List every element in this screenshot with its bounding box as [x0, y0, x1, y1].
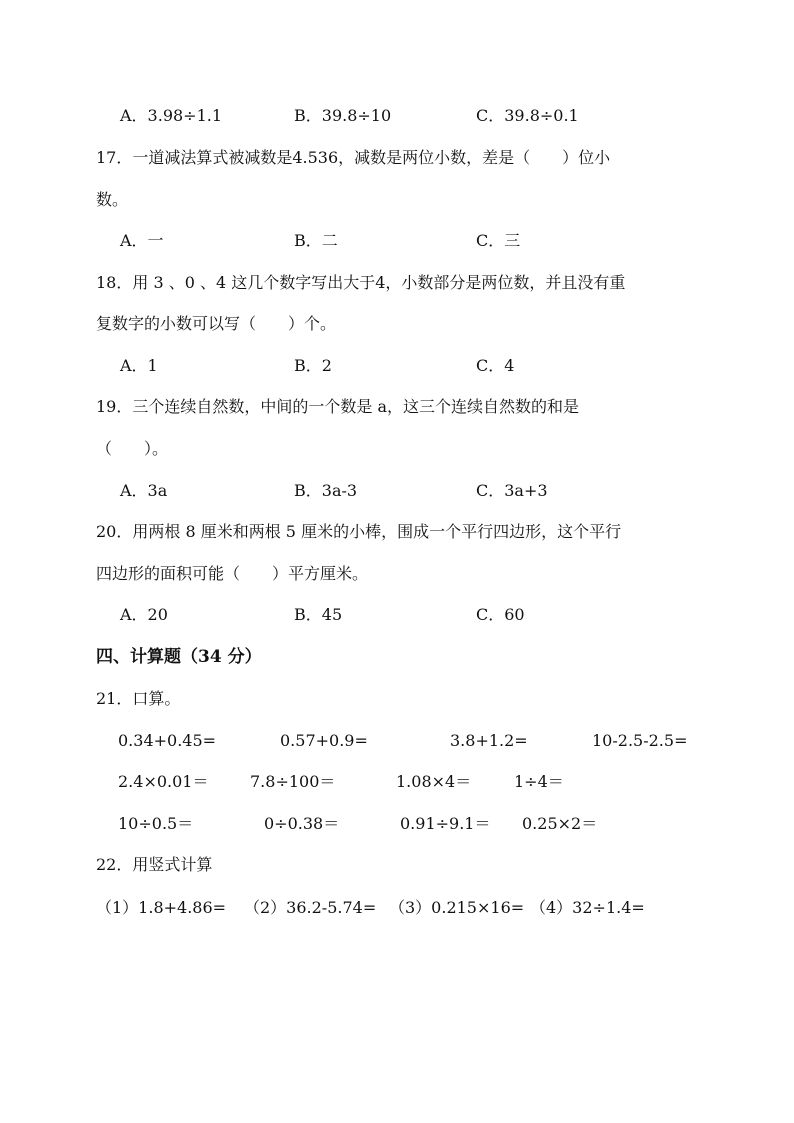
vertical-calc-item: （3）0.215×16=	[389, 898, 525, 917]
mental-math-item: 1÷4＝	[514, 772, 564, 791]
question-19-line-1: 19．三个连续自然数，中间的一个数是 a，这三个连续自然数的和是	[96, 397, 579, 416]
option-a: A．3.98÷1.1	[120, 106, 223, 125]
mental-math-item: 0.25×2＝	[522, 814, 598, 833]
q19-option-c: C．3a+3	[476, 481, 548, 500]
mental-math-item: 3.8+1.2=	[450, 731, 528, 750]
question-18-line-1: 18．用 3 、0 、4 这几个数字写出大于4，小数部分是两位数，并且没有重	[96, 273, 626, 292]
q20-option-b: B．45	[294, 605, 343, 624]
question-19-line-2: （ ）。	[96, 439, 169, 458]
mental-math-item: 7.8÷100＝	[250, 772, 336, 791]
q18-option-a: A．1	[120, 356, 158, 375]
question-17-line-2: 数。	[96, 190, 129, 209]
vertical-calc-item: （4）32÷1.4=	[530, 898, 645, 917]
q18-option-b: B．2	[294, 356, 332, 375]
q17-option-a: A．一	[120, 231, 164, 250]
vertical-calc-item: （1）1.8+4.86=	[96, 898, 227, 917]
mental-math-item: 0.91÷9.1＝	[400, 814, 491, 833]
option-b: B．39.8÷10	[294, 106, 392, 125]
q17-option-b: B．二	[294, 231, 338, 250]
question-22-title: 22．用竖式计算	[96, 855, 213, 874]
mental-math-item: 10-2.5-2.5=	[592, 731, 688, 750]
mental-math-item: 2.4×0.01＝	[118, 772, 209, 791]
vertical-calc-item: （2）36.2-5.74=	[244, 898, 377, 917]
question-17-line-1: 17．一道减法算式被减数是4.536，减数是两位小数，差是（ ）位小	[96, 148, 611, 167]
q19-option-b: B．3a-3	[294, 481, 358, 500]
question-20-line-1: 20．用两根 8 厘米和两根 5 厘米的小棒，围成一个平行四边形，这个平行	[96, 522, 622, 541]
question-21-title: 21．口算。	[96, 689, 181, 708]
q19-option-a: A．3a	[120, 481, 168, 500]
mental-math-item: 0÷0.38＝	[264, 814, 340, 833]
mental-math-item: 0.57+0.9=	[280, 731, 368, 750]
q18-option-c: C．4	[476, 356, 515, 375]
option-c: C．39.8÷0.1	[476, 106, 579, 125]
mental-math-item: 10÷0.5＝	[118, 814, 194, 833]
section-heading: 四、计算题（34 分）	[96, 647, 262, 667]
question-18-line-2: 复数字的小数可以写（ ）个。	[96, 314, 337, 333]
q17-option-c: C．三	[476, 231, 521, 250]
question-20-line-2: 四边形的面积可能（ ）平方厘米。	[96, 564, 369, 583]
q20-option-a: A．20	[120, 605, 168, 624]
q20-option-c: C．60	[476, 605, 525, 624]
mental-math-item: 1.08×4＝	[396, 772, 472, 791]
mental-math-item: 0.34+0.45=	[118, 731, 217, 750]
